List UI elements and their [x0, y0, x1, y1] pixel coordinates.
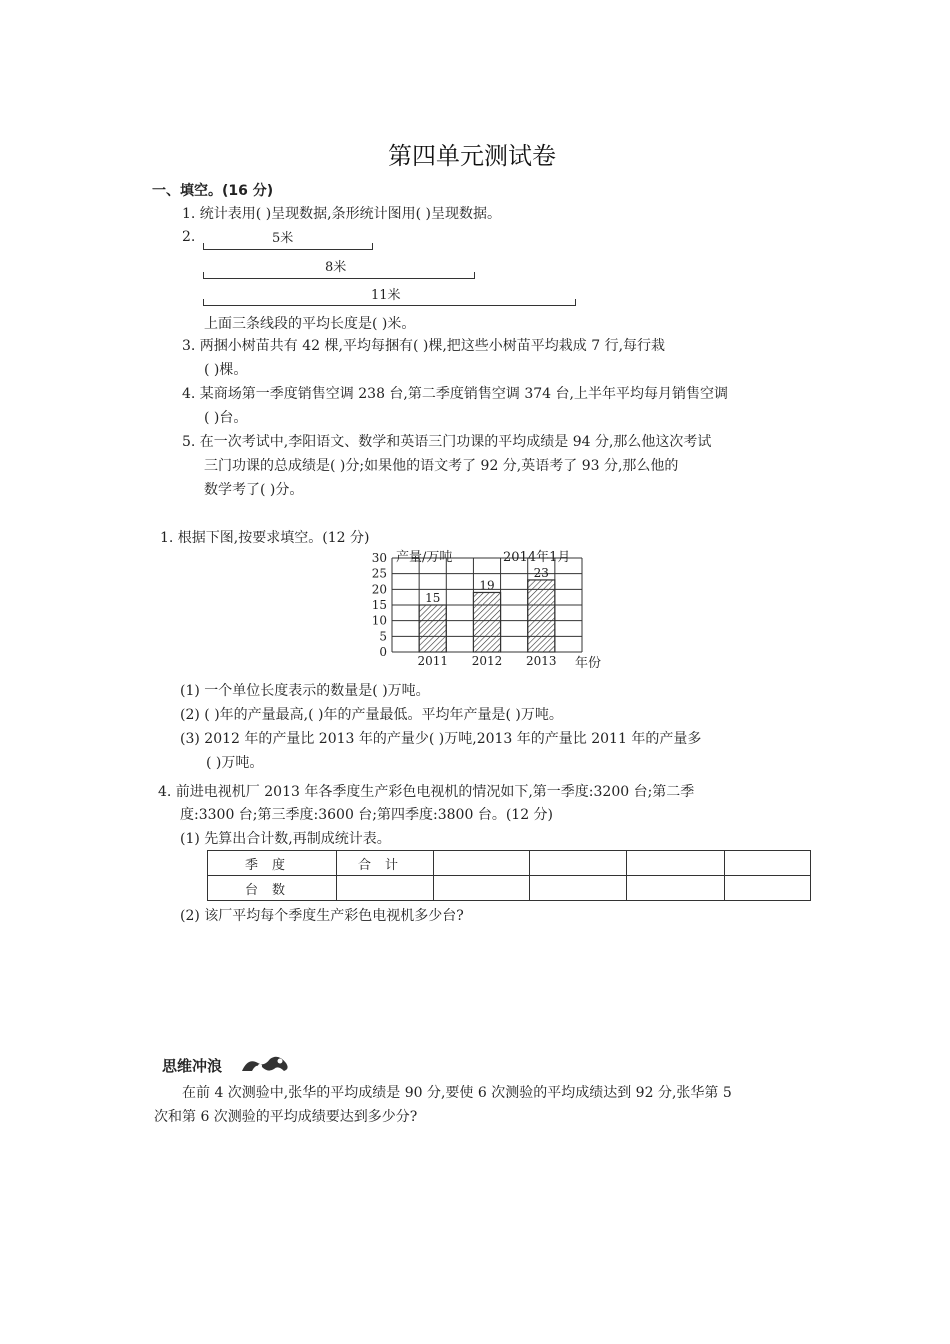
question-3-line-1: 3. 两捆小树苗共有 42 棵,平均每捆有( )棵,把这些小树苗平均栽成 7 行,每行栽	[182, 338, 666, 354]
chart-bars	[417, 566, 556, 668]
table-row	[208, 851, 811, 876]
chart-question-1: (1) 一个单位长度表示的数量是( )万吨。	[180, 683, 430, 699]
y-tick-label: 0	[379, 645, 387, 659]
question-5-line-1: 5. 在一次考试中,李阳语文、数学和英语三门功课的平均成绩是 94 分,那么他这次考试	[182, 434, 712, 450]
table-cell-empty[interactable]	[337, 876, 434, 901]
table-row-label-count: 台数	[208, 876, 337, 901]
chart-title: 2014年1月	[503, 550, 571, 565]
table-row	[208, 876, 811, 901]
chart-xlabel: 年份	[575, 656, 602, 671]
question-4-line-1: 4. 某商场第一季度销售空调 238 台,第二季度销售空调 374 台,上半年平均每月销售空调	[182, 386, 728, 402]
table-cell-empty[interactable]	[434, 876, 530, 901]
x-tick-label: 2011	[417, 654, 448, 668]
table-cell-empty[interactable]	[530, 851, 627, 876]
table-cell-empty[interactable]	[627, 851, 725, 876]
chart-question-2: (2) ( )年的产量最高,( )年的产量最低。平均年产量是( )万吨。	[180, 707, 563, 723]
y-tick-label: 25	[371, 566, 387, 581]
y-tick-label: 20	[371, 582, 387, 597]
bar-2012	[473, 592, 500, 652]
section-2-heading: 1. 根据下图,按要求填空。(12 分)	[160, 530, 370, 546]
bar-chart	[358, 548, 638, 673]
section-3-line-2: 度:3300 台;第三季度:3600 台;第四季度:3800 台。(12 分)	[180, 807, 554, 823]
question-2-text: 上面三条线段的平均长度是( )米。	[204, 316, 416, 332]
segment-8m	[203, 272, 475, 279]
question-2-number: 2.	[182, 229, 196, 245]
y-tick-label: 15	[371, 598, 387, 612]
section-3-question-1: (1) 先算出合计数,再制成统计表。	[180, 831, 391, 847]
bar-2013	[528, 580, 555, 652]
bar-value-label: 19	[479, 578, 495, 593]
table-cell-total: 合计	[337, 851, 434, 876]
segment-label-8m: 8米	[325, 260, 347, 275]
table-cell-empty[interactable]	[627, 876, 725, 901]
segment-5m	[203, 243, 373, 250]
section-4-heading: 思维冲浪	[162, 1057, 223, 1075]
table-cell-empty[interactable]	[725, 851, 811, 876]
question-4-line-2: ( )台。	[204, 410, 248, 426]
x-tick-label: 2012	[471, 654, 503, 668]
chart-ylabel: 产量/万吨	[396, 550, 453, 565]
table-cell-empty[interactable]	[434, 851, 530, 876]
bar-2011	[419, 605, 446, 652]
x-tick-label: 2013	[526, 654, 557, 668]
segment-label-11m: 11米	[371, 288, 401, 303]
y-tick-label: 5	[379, 629, 387, 644]
section-3-question-2: (2) 该厂平均每个季度生产彩色电视机多少台?	[180, 908, 464, 924]
section-3-line-1: 4. 前进电视机厂 2013 年各季度生产彩色电视机的情况如下,第一季度:3200 台;第二季	[158, 784, 695, 800]
chart-question-3-line-2: ( )万吨。	[206, 755, 264, 771]
question-5-line-2: 三门功课的总成绩是( )分;如果他的语文考了 92 分,英语考了 93 分,那么他的	[204, 458, 679, 474]
y-tick-label: 30	[371, 551, 387, 565]
section-4-line-1: 在前 4 次测验中,张华的平均成绩是 90 分,要使 6 次测验的平均成绩达到 92 分,张华第 5	[182, 1085, 732, 1101]
page-title: 第四单元测试卷	[388, 142, 556, 170]
segment-11m	[203, 299, 576, 306]
question-1: 1. 统计表用( )呈现数据,条形统计图用( )呈现数据。	[182, 206, 502, 222]
question-5-line-3: 数学考了( )分。	[204, 482, 304, 498]
question-3-line-2: ( )棵。	[204, 362, 248, 378]
table-row-label-quarter: 季度	[208, 851, 337, 876]
bar-value-label: 15	[425, 591, 441, 605]
statistics-table	[207, 850, 811, 901]
table-cell-empty[interactable]	[530, 876, 627, 901]
chart-question-3-line-1: (3) 2012 年的产量比 2013 年的产量少( )万吨,2013 年的产量比 2011 年的产量多	[180, 731, 702, 747]
chart-y-ticks	[372, 551, 387, 659]
section-1-heading: 一、填空。(16 分)	[152, 183, 274, 199]
section-4-line-2: 次和第 6 次测验的平均成绩要达到多少分?	[154, 1109, 418, 1125]
bar-value-label: 23	[533, 565, 549, 580]
y-tick-label: 10	[371, 613, 387, 628]
table-cell-empty[interactable]	[725, 876, 811, 901]
segment-label-5m: 5米	[272, 231, 294, 246]
wave-icon	[240, 1053, 292, 1075]
